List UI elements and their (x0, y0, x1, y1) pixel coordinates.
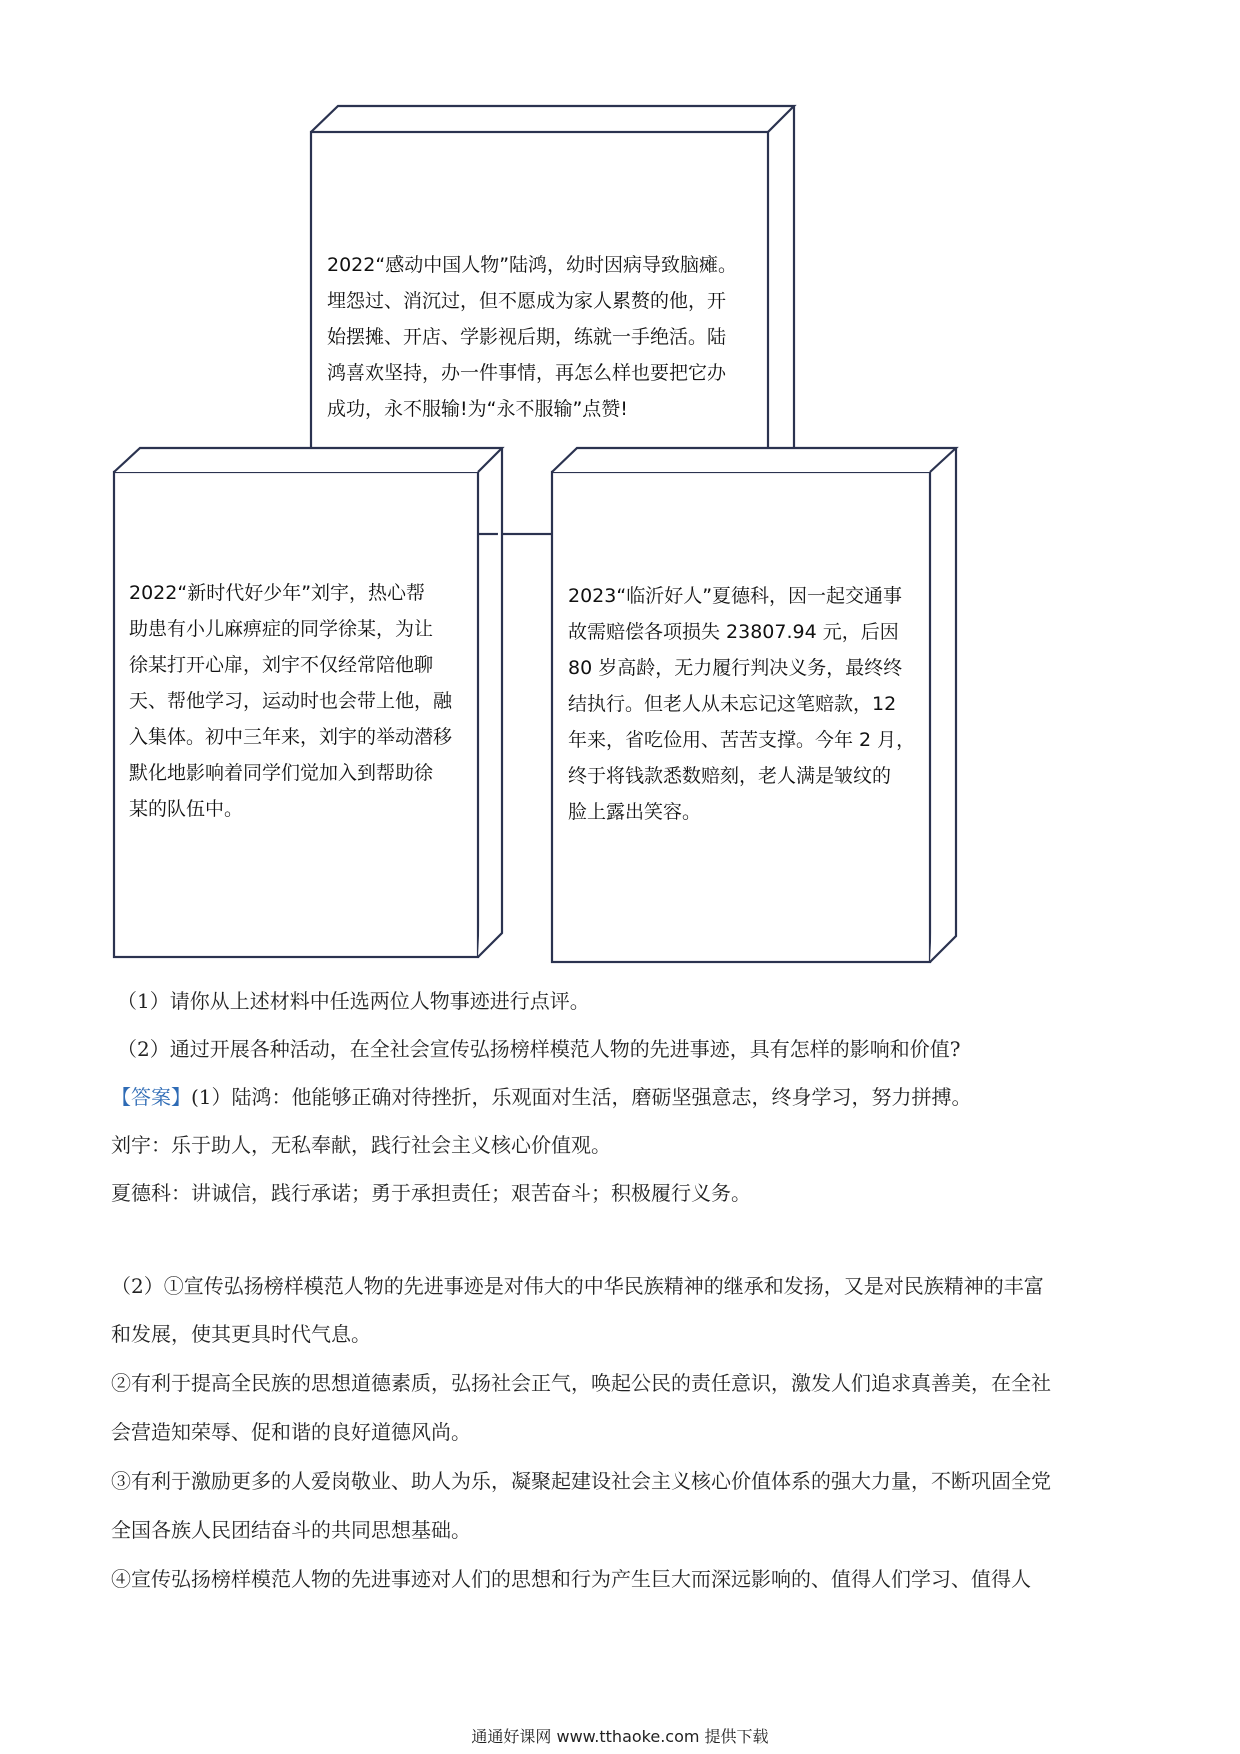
left-box-line: 入集体。初中三年来，刘宇的举动潜移 (129, 726, 453, 748)
left-box-line: 2022“新时代好少年”刘宇，热心帮 (129, 582, 426, 604)
answer-1-luhong-text: (1）陆鸿：他能够正确对待挫折，乐观面对生活，磨砺坚强意志，终身学习，努力拼搏。 (191, 1085, 972, 1109)
right-box-line: 2023“临沂好人”夏德科，因一起交通事 (568, 585, 903, 607)
answer-2-line: 全国各族人民团结奋斗的共同思想基础。 (111, 1518, 471, 1542)
question-2: （2）通过开展各种活动，在全社会宣传弘扬榜样模范人物的先进事迹，具有怎样的影响和价值? (117, 1037, 961, 1061)
right-box-line: 脸上露出笑容。 (568, 801, 702, 823)
right-box-line: 结执行。但老人从未忘记这笔赔款，12 (568, 693, 897, 715)
right-box-line: 年来，省吃俭用、苦苦支撑。今年 2 月， (568, 729, 916, 751)
footer-watermark: 通通好课网 www.tthaoke.com 提供下载 (471, 1727, 769, 1746)
top-box-line: 始摆摊、开店、学影视后期，练就一手绝活。陆 (327, 326, 727, 348)
answer-2-line: 和发展，使其更具时代气息。 (111, 1322, 371, 1346)
answer-2-line: 会营造知荣辱、促和谐的良好道德风尚。 (111, 1420, 471, 1444)
left-box-line: 默化地影响着同学们觉加入到帮助徐 (129, 762, 434, 784)
answer-1-luhong (111, 1081, 972, 1110)
top-box-line: 鸿喜欢坚持，办一件事情，再怎么样也要把它办 (327, 362, 727, 384)
answer-1-xiadeke: 夏德科：讲诚信，践行承诺；勇于承担责任；艰苦奋斗；积极履行义务。 (111, 1181, 751, 1205)
top-box-line: 2022“感动中国人物”陆鸿，幼时因病导致脑瘫。 (327, 254, 738, 276)
answer-2-line: ④宣传弘扬榜样模范人物的先进事迹对人们的思想和行为产生巨大而深远影响的、值得人们学习、值得人 (111, 1567, 1031, 1591)
answer-2-line: （2）①宣传弘扬榜样模范人物的先进事迹是对伟大的中华民族精神的继承和发扬，又是对民族精神的丰富 (111, 1274, 1044, 1298)
left-box-line: 天、帮他学习，运动时也会带上他，融 (129, 690, 453, 712)
answer-tag: 【答案】 (111, 1085, 191, 1109)
question-1: （1）请你从上述材料中任选两位人物事迹进行点评。 (117, 989, 590, 1013)
left-box-line: 徐某打开心扉，刘宇不仅经常陪他聊 (129, 654, 434, 676)
top-box-line: 埋怨过、消沉过，但不愿成为家人累赘的他，开 (327, 290, 727, 312)
top-box-line: 成功，永不服输!为“永不服输”点赞! (327, 398, 628, 420)
right-box-line: 80 岁高龄，无力履行判决义务，最终终 (568, 657, 903, 679)
answer-2-line: ②有利于提高全民族的思想道德素质，弘扬社会正气，唤起公民的责任意识，激发人们追求真善美，在全社 (111, 1371, 1051, 1395)
answer-1-liuyu: 刘宇：乐于助人，无私奉献，践行社会主义核心价值观。 (111, 1133, 611, 1157)
question-answer-section (111, 0, 1127, 1700)
answer-2-line: ③有利于激励更多的人爱岗敬业、助人为乐，凝聚起建设社会主义核心价值体系的强大力量，不断巩固全党 (111, 1469, 1051, 1493)
left-box-line: 助患有小儿麻痹症的同学徐某，为让 (129, 618, 434, 640)
right-box-line: 终于将钱款悉数赔刻，老人满是皱纹的 (568, 765, 892, 787)
right-box-line: 故需赔偿各项损失 23807.94 元，后因 (568, 621, 899, 643)
left-box-line: 某的队伍中。 (129, 798, 244, 820)
